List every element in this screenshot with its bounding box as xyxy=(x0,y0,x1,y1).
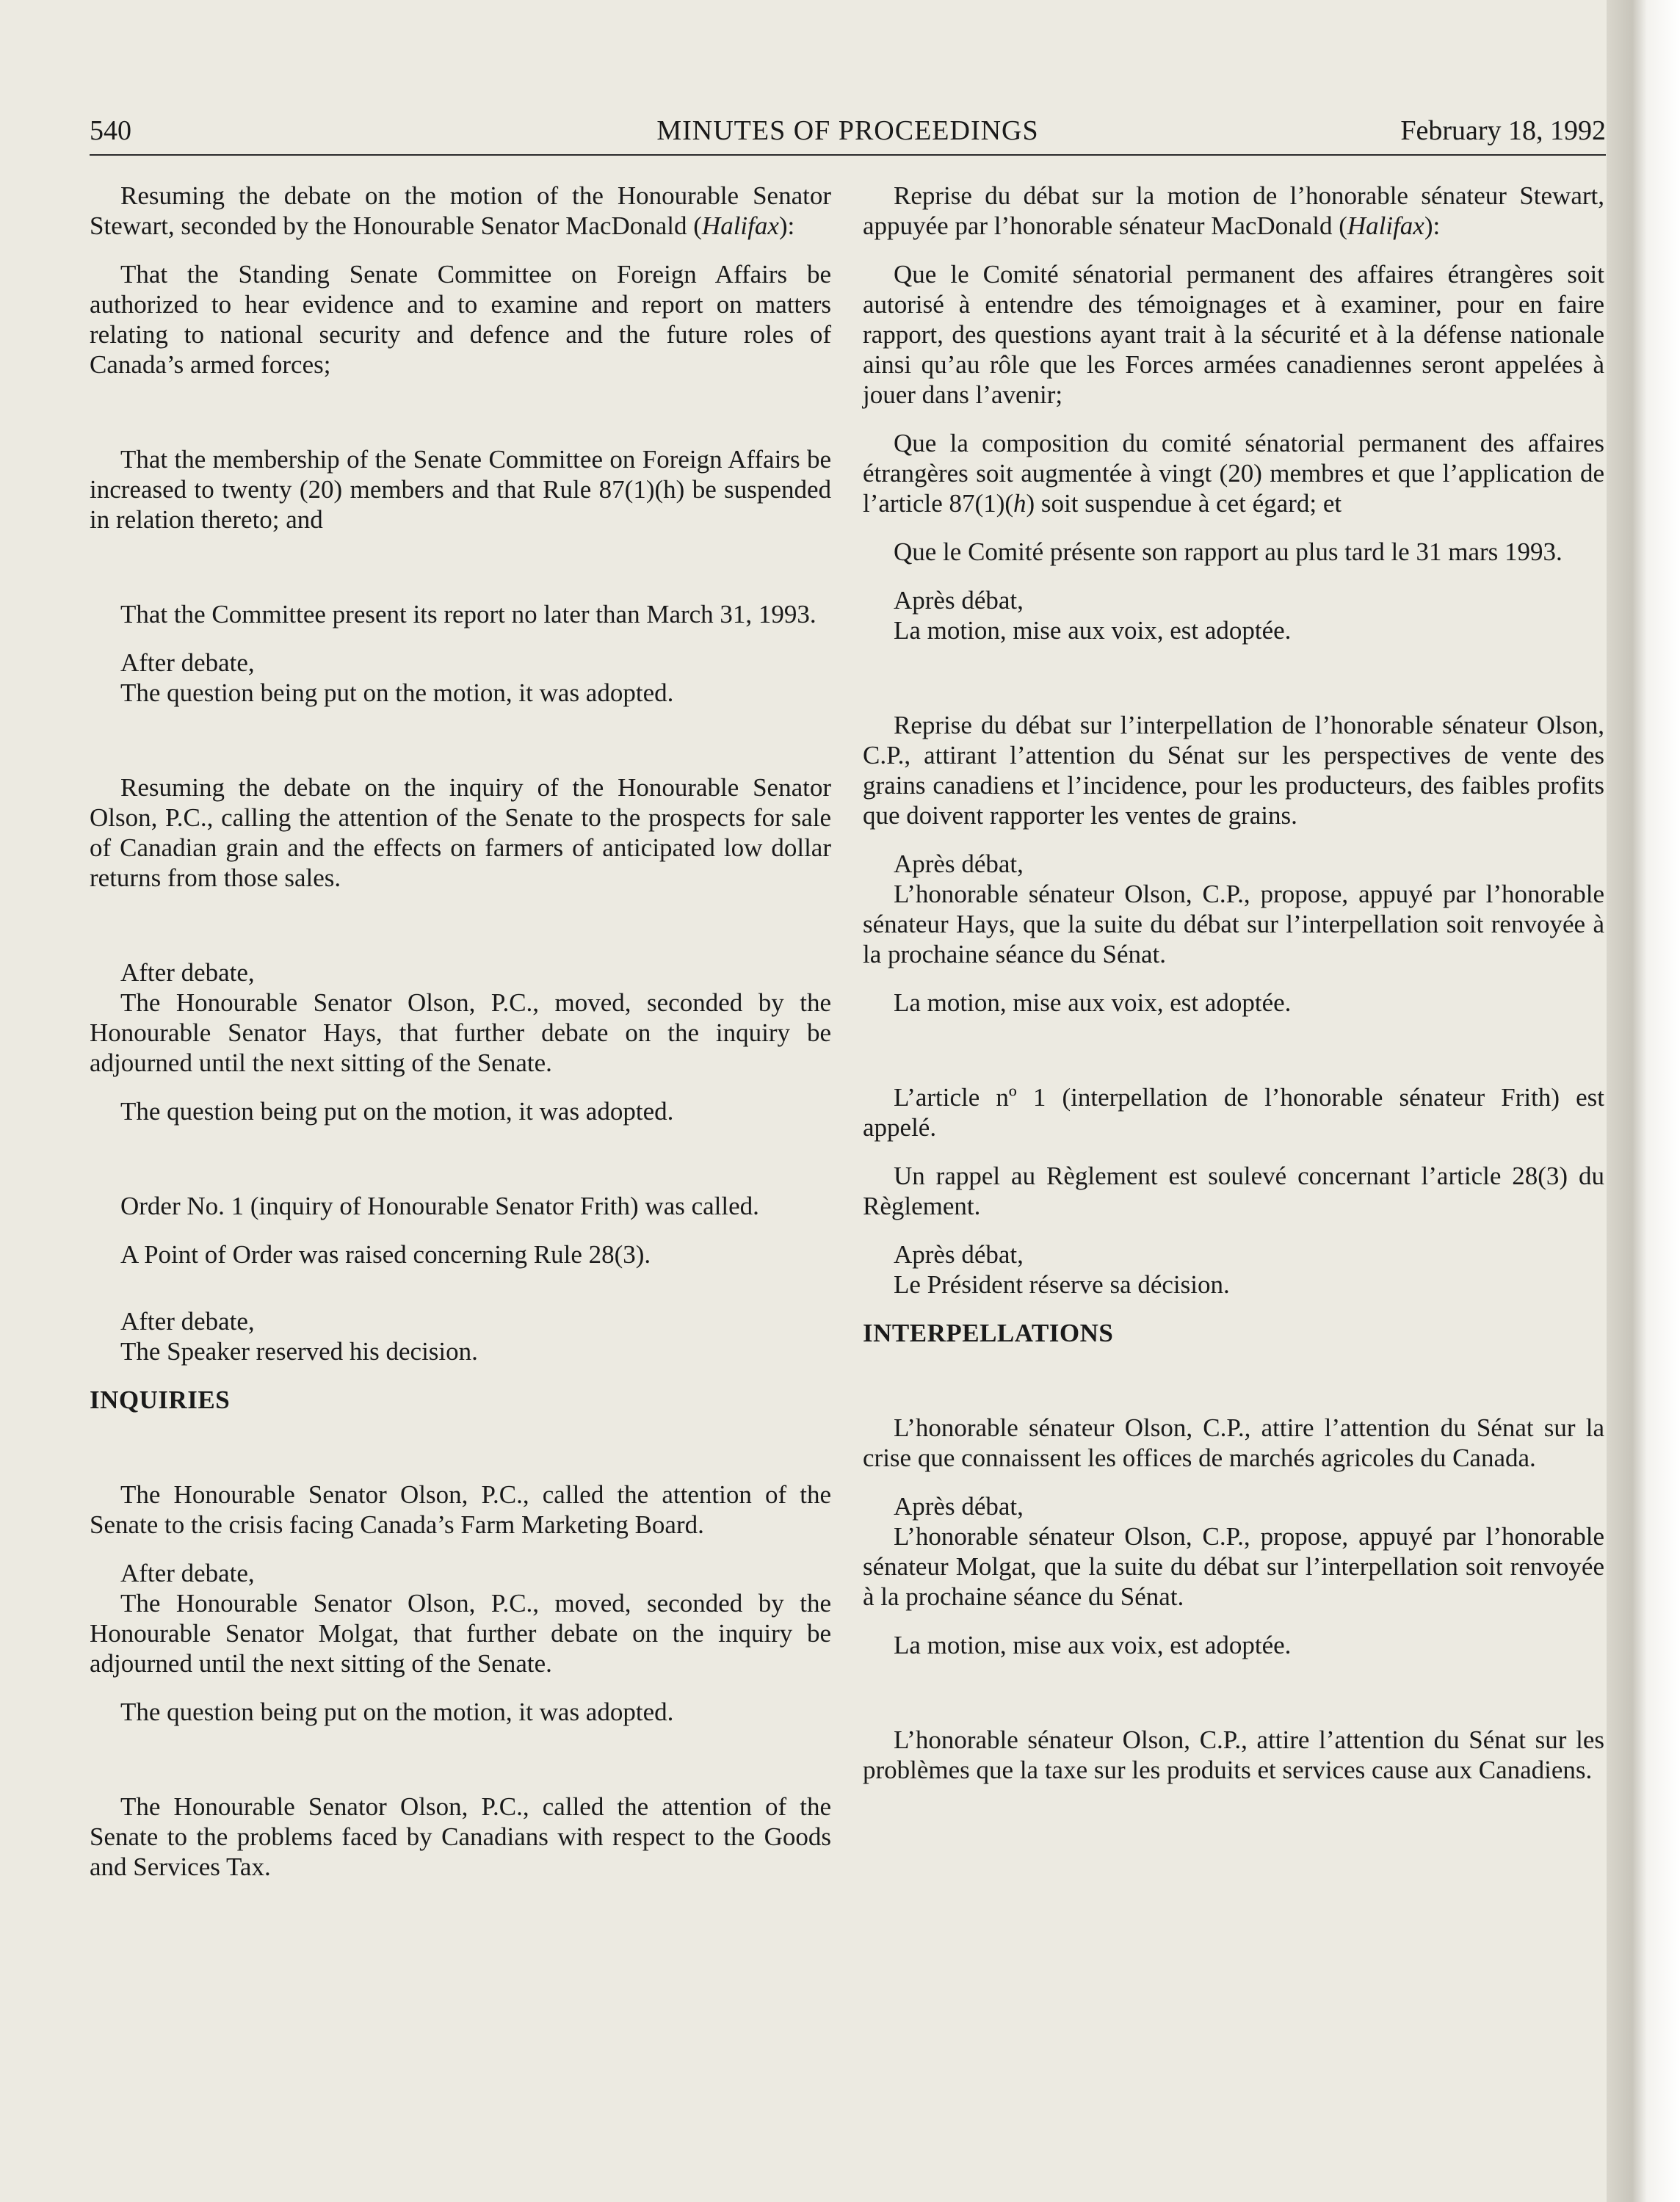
english-column xyxy=(90,181,831,1882)
page-number: 540 xyxy=(90,115,131,146)
paragraph: L’honorable sénateur Olson, C.P., attire l’attention du Sénat sur les problèmes que la taxe sur les produits et services cause aux Canadiens. xyxy=(863,1725,1604,1784)
page-header xyxy=(90,112,1606,156)
french-column xyxy=(863,181,1604,1785)
paragraph: That the Standing Senate Committee on Foreign Affairs be authorized to hear evidence and to examine and report on matters relating to national security and defence and the future roles of Canada’s armed forces; xyxy=(90,260,831,379)
paragraph: After debate, xyxy=(120,1559,255,1587)
paragraph: The question being put on the motion, it was adopted. xyxy=(120,678,674,707)
paragraph: Le Président réserve sa décision. xyxy=(894,1270,1230,1299)
paragraph: That the Committee present its report no later than March 31, 1993. xyxy=(120,600,817,629)
paragraph: That the membership of the Senate Committee on Foreign Affairs be increased to twenty (20) members and that Rule 87(1)(h) be suspended in relation thereto; and xyxy=(90,445,831,534)
page-title: MINUTES OF PROCEEDINGS xyxy=(656,115,1039,146)
paragraph: After debate, xyxy=(120,958,255,987)
paragraph: Order No. 1 (inquiry of Honourable Senator Frith) was called. xyxy=(120,1192,759,1220)
paragraph: Reprise du débat sur l’interpellation de l’honorable sénateur Olson, C.P., attirant l’attention du Sénat sur les perspectives de vente des grains canadiens et l’incidence, pour les producteurs, des faibles profits que doivent rapporter les ventes de grains. xyxy=(863,711,1604,830)
paragraph: Que la composition du comité sénatorial permanent des affaires étrangères soit augmentée à vingt (20) membres et que l’application de l’article 87(1)(h) soit suspendue à cet égard; et xyxy=(863,429,1604,518)
paragraph: L’article nº 1 (interpellation de l’honorable sénateur Frith) est appelé. xyxy=(863,1083,1604,1142)
paragraph: The Honourable Senator Olson, P.C., moved, seconded by the Honourable Senator Molgat, that further debate on the inquiry be adjourned until the next sitting of the Senate. xyxy=(90,1589,831,1678)
paragraph: Un rappel au Règlement est soulevé concernant l’article 28(3) du Règlement. xyxy=(863,1162,1604,1220)
paragraph: The question being put on the motion, it was adopted. xyxy=(120,1698,674,1726)
paragraph: La motion, mise aux voix, est adoptée. xyxy=(894,1631,1292,1659)
paragraph: L’honorable sénateur Olson, C.P., attire l’attention du Sénat sur la crise que connaissent les offices de marchés agricoles du Canada. xyxy=(863,1413,1604,1472)
paragraph: La motion, mise aux voix, est adoptée. xyxy=(894,616,1292,645)
paragraph: Que le Comité présente son rapport au plus tard le 31 mars 1993. xyxy=(894,537,1563,566)
paragraph: La motion, mise aux voix, est adoptée. xyxy=(894,988,1292,1017)
section-heading: INQUIRIES xyxy=(90,1386,231,1414)
paragraph: Reprise du débat sur la motion de l’honorable sénateur Stewart, appuyée par l’honorable sénateur MacDonald (Halifax): xyxy=(863,181,1604,240)
paragraph: The question being put on the motion, it was adopted. xyxy=(120,1097,674,1126)
paragraph: Resuming the debate on the motion of the Honourable Senator Stewart, seconded by the Honourable Senator MacDonald (Halifax): xyxy=(90,181,831,240)
paragraph: After debate, xyxy=(120,648,255,677)
paragraph: Après débat, xyxy=(894,1240,1024,1269)
paragraph: A Point of Order was raised concerning Rule 28(3). xyxy=(120,1240,651,1269)
paragraph: After debate, xyxy=(120,1307,255,1336)
paragraph: Resuming the debate on the inquiry of the Honourable Senator Olson, P.C., calling the attention of the Senate to the prospects for sale of Canadian grain and the effects on farmers of anticipated low dollar returns from those sales. xyxy=(90,773,831,892)
paragraph: Après débat, xyxy=(894,586,1024,615)
paragraph: Après débat, xyxy=(894,850,1024,878)
paragraph: Après débat, xyxy=(894,1492,1024,1521)
paragraph: The Honourable Senator Olson, P.C., called the attention of the Senate to the problems faced by Canadians with respect to the Goods and Services Tax. xyxy=(90,1792,831,1881)
page-date: February 18, 1992 xyxy=(1400,115,1606,146)
paragraph: Que le Comité sénatorial permanent des affaires étrangères soit autorisé à entendre des témoignages et à examiner, pour en faire rapport, des questions ayant trait à la sécurité et à la défense nationale ainsi qu’au rôle que les Forces armées canadiennes seront appelées à jouer dans l’avenir; xyxy=(863,260,1604,409)
paragraph: The Honourable Senator Olson, P.C., called the attention of the Senate to the crisis facing Canada’s Farm Marketing Board. xyxy=(90,1480,831,1539)
paragraph: The Honourable Senator Olson, P.C., moved, seconded by the Honourable Senator Hays, that further debate on the inquiry be adjourned until the next sitting of the Senate. xyxy=(90,988,831,1077)
paragraph: L’honorable sénateur Olson, C.P., propose, appuyé par l’honorable sénateur Hays, que la suite du débat sur l’interpellation soit renvoyée à la prochaine séance du Sénat. xyxy=(863,880,1604,968)
page-edge xyxy=(1607,0,1680,2202)
section-heading: INTERPELLATIONS xyxy=(863,1319,1114,1347)
paragraph: L’honorable sénateur Olson, C.P., propose, appuyé par l’honorable sénateur Molgat, que la suite du débat sur l’interpellation soit renvoyée à la prochaine séance du Sénat. xyxy=(863,1522,1604,1611)
paragraph: The Speaker reserved his decision. xyxy=(120,1337,478,1366)
